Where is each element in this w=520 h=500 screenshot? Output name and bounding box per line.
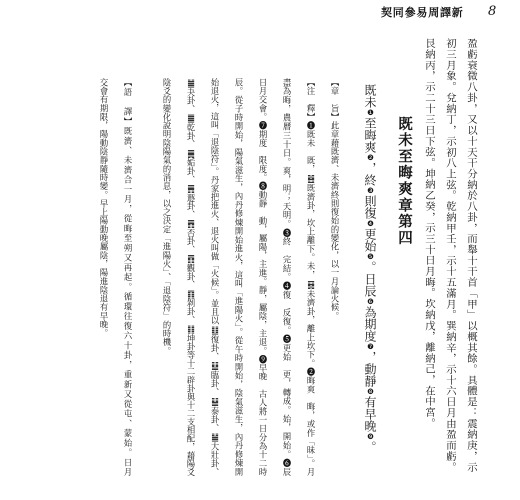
notes-column-2: 盡為晦，農曆三十日。爽，明；天明。❸終 完結。❹復 反復。❺更始 更，轉成。始，開始。❻辰	[282, 78, 292, 476]
main-text-segment: 則復	[363, 195, 377, 219]
main-text-segment: 。	[363, 441, 377, 453]
translation-column-1	[123, 78, 133, 476]
main-text-segment: ，動靜	[363, 351, 377, 387]
main-text-segment: 。日辰	[363, 261, 377, 297]
notes-column-4: 辰。從子時開始，陽氣滋生，內丹修煉開始進火，這叫「進陽火」。從午時開始，陰氣滋生，內丹修煉開	[234, 78, 244, 476]
main-text-segment: ，終	[363, 162, 377, 186]
notes-column-3: 日月交會。❼期度 限度。❽動靜 動，屬陽，主進。靜，屬陰，主退。❾早晚 古人將一日分為十二時	[258, 78, 268, 476]
main-text-segment: 既未	[363, 84, 377, 108]
chapter-title: 既未至晦爽章第四	[396, 116, 413, 247]
note-marker: ❼	[366, 342, 375, 351]
notes-column-6: ䷪夬卦、䷀乾卦、䷫姤卦、䷠遯卦、䷋否卦、䷓觀卦、䷖剝卦、䷁坤卦等十二辟卦與十二支相配，藉陽爻	[186, 78, 196, 476]
preceding-text-line-2: 初三月象。兌納丁，示初八上弦。乾納甲壬，示十五滿月。巽納辛，示十六日月由盈而虧。	[444, 38, 456, 472]
summary-column	[330, 78, 340, 476]
note-marker: ❸	[366, 186, 375, 195]
notes-text: ❶既未 既，䷾既濟卦，坎上離下。未，䷿未濟卦，離上坎下。❷晦爽 晦，或作「昧」。月	[306, 121, 316, 476]
summary-label: 【章 旨】	[330, 78, 340, 122]
translation-label: 【語 譯】	[123, 78, 133, 127]
main-text-segment: 更始	[363, 228, 377, 252]
note-marker: ❺	[366, 252, 375, 261]
notes-column-1	[306, 78, 316, 476]
note-marker: ❹	[366, 219, 375, 228]
note-marker: ❾	[366, 432, 375, 441]
note-marker: ❻	[366, 297, 375, 306]
main-text-segment: 至晦爽	[363, 117, 377, 153]
summary-text: 此章藉既濟、未濟終則復始的變化，以一月論火候。	[330, 121, 340, 321]
running-title: 契同參易周譯新	[381, 6, 464, 19]
note-marker: ❶	[366, 108, 375, 117]
preceding-text-line-1: 盈虧衰微八卦，又以十天干分納於八卦，而舉十干首「甲」以概其餘。具體是：震納庚，示	[465, 38, 477, 472]
notes-column-7: 陰爻的變化說明陰陽氣的消息，以之決定「進陽火」、「退陰符」的時機。	[162, 78, 172, 356]
note-marker: ❽	[366, 387, 375, 396]
main-text-segment: 有早晚	[363, 396, 377, 432]
translation-column-2: 交會有期限，陽動陰靜隨時變。早上陽動晚屬陰，陽進陰退有早晚。	[99, 78, 109, 338]
notes-column-5: 始退火，這叫「退陰符」。丹家把進火、退火叫做「火候」。並且以䷗復卦、䷒臨卦、䷊泰卦、䷡大壯卦、	[210, 78, 220, 476]
page-number: 8	[488, 4, 497, 19]
translation-text: 既濟、未濟合一月，從晦至朔又再起。循環往復六十卦，重新又從屯、蒙始。日月	[123, 126, 133, 476]
chapter-main-text	[363, 84, 377, 453]
note-marker: ❷	[366, 153, 375, 162]
main-text-segment: 為期度	[363, 306, 377, 342]
notes-label: 【注 釋】	[306, 78, 316, 122]
preceding-text-line-3: 艮納丙，示二十三日下弦。坤納乙癸，示三十日月晦。坎納戊，離納己，在中宮。	[423, 38, 435, 429]
